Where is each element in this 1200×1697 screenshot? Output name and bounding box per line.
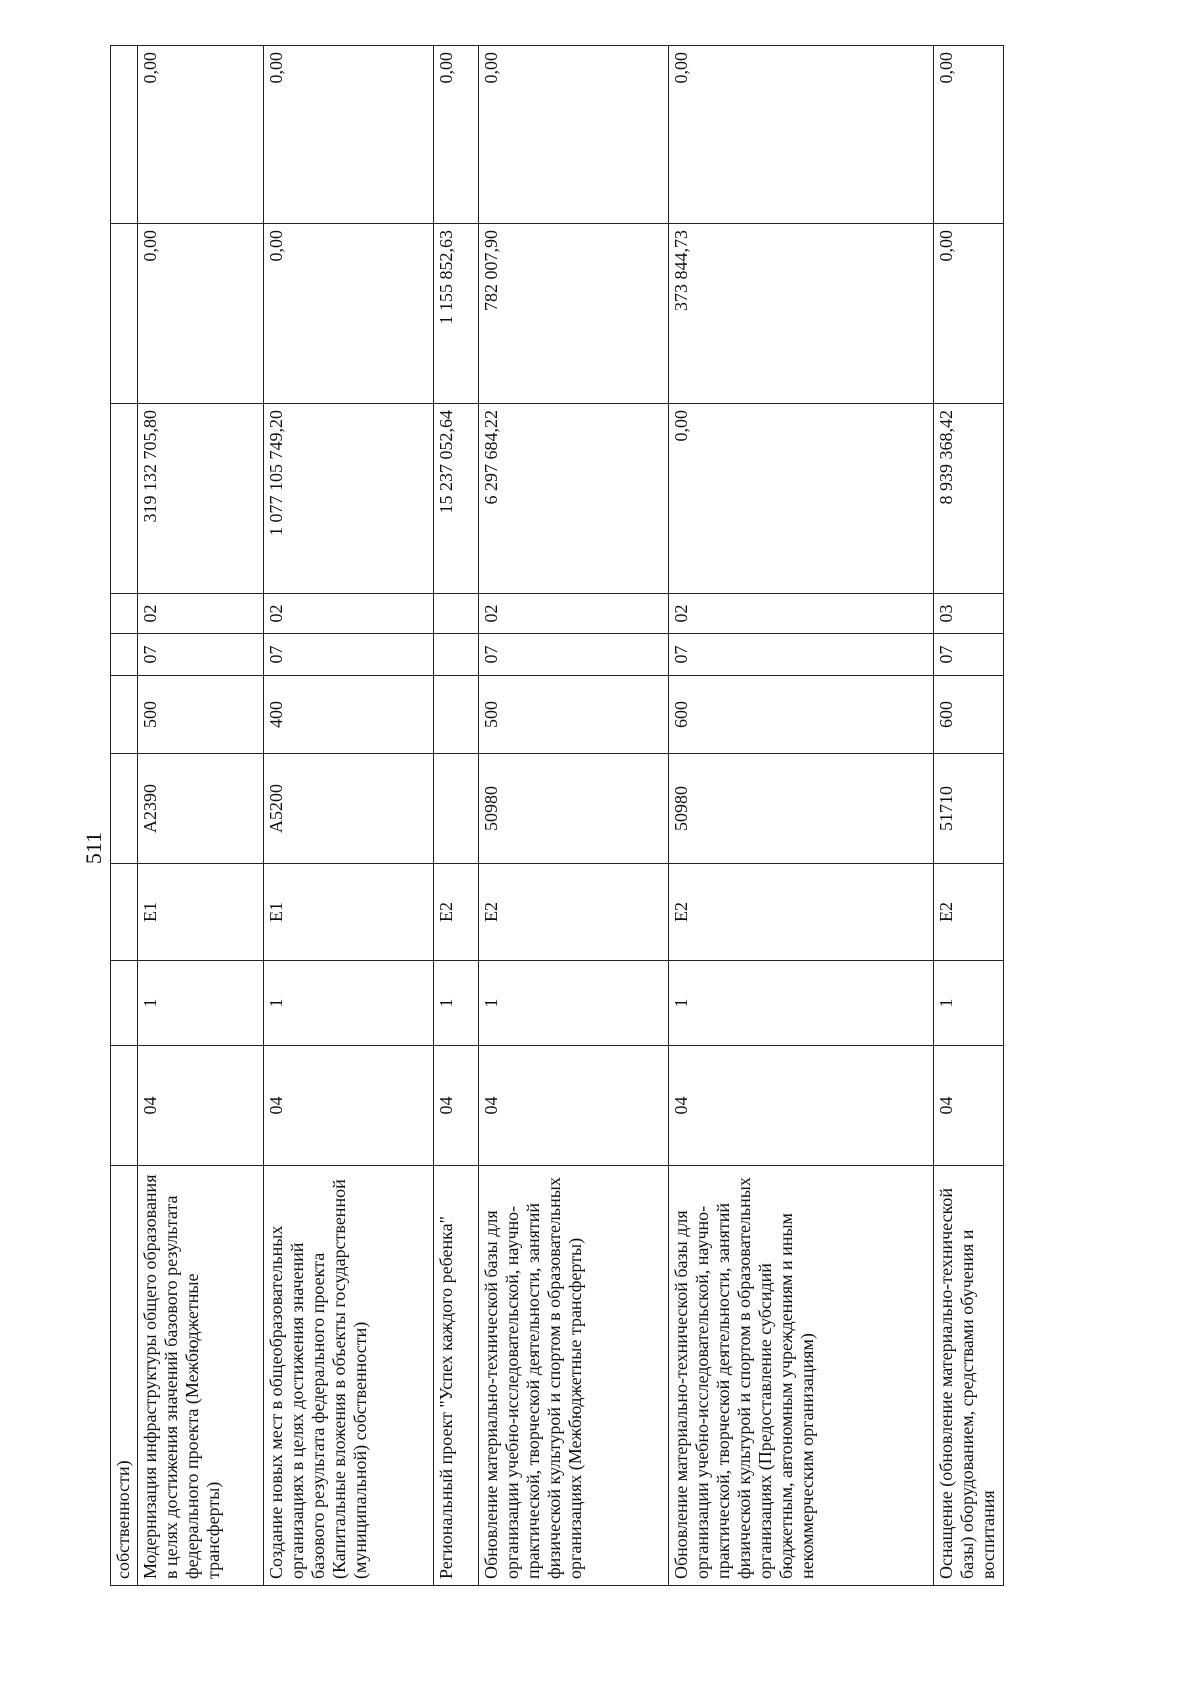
row-name: Обновление материально-технической базы для организации учебно-исследовательской, научно-практической, творческой деятельности, занятий физической культурой и спортом в образовательных организациях (Межбюджетные трансферты) [479, 1166, 669, 1586]
amount-3: 0,00 [264, 46, 434, 224]
table-row [138, 46, 264, 1586]
section-code: 07 [264, 634, 434, 676]
subsection-code: 02 [669, 594, 934, 634]
table-row [479, 46, 669, 1586]
section-code: 07 [934, 634, 1004, 676]
row-name: Обновление материально-технической базы для организации учебно-исследовательской, научно-практической, творческой деятельности, занятий физической культурой и спортом в образовательных организациях (Предоставление субсидий бюджетным, автономным учреждениям и иным некоммерческим организациям) [669, 1166, 934, 1586]
amount-3: 0,00 [434, 46, 479, 224]
table-row [111, 46, 138, 1586]
expense-type-code: 400 [264, 676, 434, 754]
subsection-code [111, 594, 138, 634]
amount-1: 6 297 684,22 [479, 404, 669, 594]
amount-2: 1 155 852,63 [434, 224, 479, 404]
row-name: Региональный проект "Успех каждого ребенка" [434, 1166, 479, 1586]
table-row [264, 46, 434, 1586]
direction-code [111, 754, 138, 864]
amount-2: 0,00 [934, 224, 1004, 404]
expense-type-code: 600 [669, 676, 934, 754]
amount-1: 8 939 368,42 [934, 404, 1004, 594]
expense-type-code [434, 676, 479, 754]
amount-2: 782 007,90 [479, 224, 669, 404]
table-row [434, 46, 479, 1586]
section-code: 07 [669, 634, 934, 676]
section-code [111, 634, 138, 676]
subprogram-code: 1 [434, 961, 479, 1046]
project-code: E2 [934, 864, 1004, 961]
row-name: Оснащение (обновление материально-технической базы) оборудованием, средствами обучения и воспитания [934, 1166, 1004, 1586]
project-code: E2 [434, 864, 479, 961]
section-code [434, 634, 479, 676]
direction-code: A2390 [138, 754, 264, 864]
row-name: собственности) [111, 1166, 138, 1586]
project-code: E1 [138, 864, 264, 961]
expense-type-code: 500 [138, 676, 264, 754]
amount-2 [111, 224, 138, 404]
amount-1: 15 237 052,64 [434, 404, 479, 594]
amount-2: 0,00 [264, 224, 434, 404]
table-row [934, 46, 1004, 1586]
amount-1: 1 077 105 749,20 [264, 404, 434, 594]
subprogram-code: 1 [669, 961, 934, 1046]
row-name: Модернизация инфраструктуры общего образования в целях достижения значений базового результата федерального проекта (Межбюджетные трансферты) [138, 1166, 264, 1586]
subsection-code: 03 [934, 594, 1004, 634]
amount-3: 0,00 [934, 46, 1004, 224]
program-code: 04 [934, 1046, 1004, 1166]
amount-2: 0,00 [138, 224, 264, 404]
direction-code: 50980 [479, 754, 669, 864]
project-code [111, 864, 138, 961]
table-row [669, 46, 934, 1586]
expense-type-code: 500 [479, 676, 669, 754]
subprogram-code: 1 [138, 961, 264, 1046]
direction-code: 50980 [669, 754, 934, 864]
amount-3: 0,00 [138, 46, 264, 224]
direction-code: 51710 [934, 754, 1004, 864]
row-name: Создание новых мест в общеобразовательных организациях в целях достижения значений базового результата федерального проекта (Капитальные вложения в объекты государственной (муниципальной) собственности) [264, 1166, 434, 1586]
subsection-code: 02 [479, 594, 669, 634]
amount-3: 0,00 [479, 46, 669, 224]
expense-type-code [111, 676, 138, 754]
amount-1: 319 132 705,80 [138, 404, 264, 594]
program-code: 04 [434, 1046, 479, 1166]
rotated-table-container [110, 46, 1080, 1586]
project-code: E1 [264, 864, 434, 961]
amount-3: 0,00 [669, 46, 934, 224]
direction-code: A5200 [264, 754, 434, 864]
amount-2: 373 844,73 [669, 224, 934, 404]
subprogram-code: 1 [479, 961, 669, 1046]
project-code: E2 [479, 864, 669, 961]
subprogram-code: 1 [264, 961, 434, 1046]
program-code [111, 1046, 138, 1166]
program-code: 04 [479, 1046, 669, 1166]
program-code: 04 [264, 1046, 434, 1166]
amount-3 [111, 46, 138, 224]
amount-1 [111, 404, 138, 594]
page-number: 511 [81, 831, 106, 865]
subsection-code: 02 [264, 594, 434, 634]
section-code: 07 [138, 634, 264, 676]
program-code: 04 [138, 1046, 264, 1166]
program-code: 04 [669, 1046, 934, 1166]
subprogram-code: 1 [934, 961, 1004, 1046]
subsection-code [434, 594, 479, 634]
expense-type-code: 600 [934, 676, 1004, 754]
amount-1: 0,00 [669, 404, 934, 594]
section-code: 07 [479, 634, 669, 676]
subprogram-code [111, 961, 138, 1046]
direction-code [434, 754, 479, 864]
budget-table [110, 45, 1004, 1586]
subsection-code: 02 [138, 594, 264, 634]
project-code: E2 [669, 864, 934, 961]
